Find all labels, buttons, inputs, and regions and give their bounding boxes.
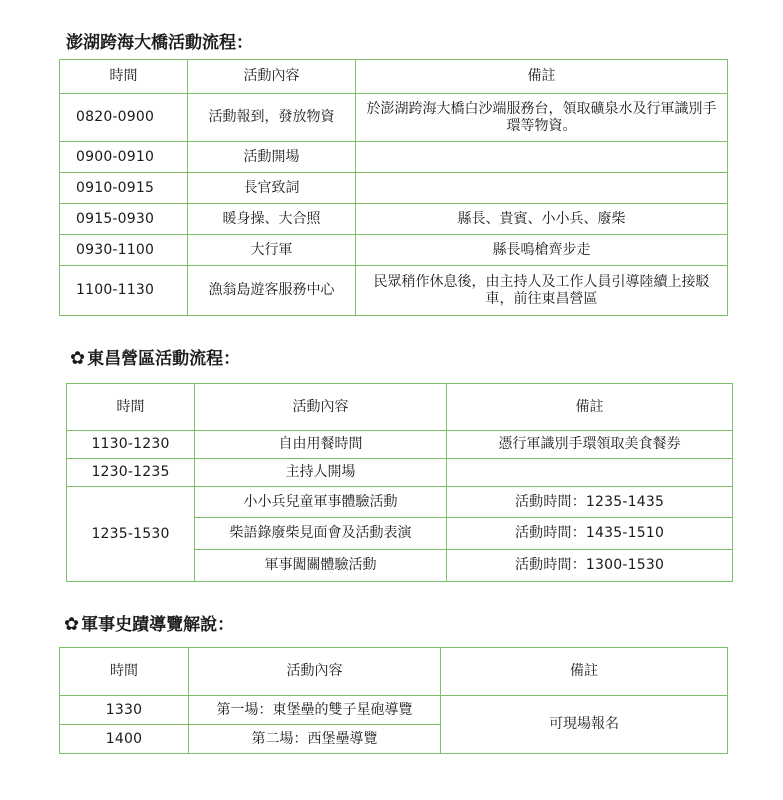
- row-note: 活動時間：1435-1510: [447, 518, 733, 550]
- header-activity: 活動內容: [188, 60, 356, 94]
- row-note: 活動時間：1300-1530: [447, 550, 733, 582]
- table-header-row: [60, 60, 728, 94]
- table-row: [67, 459, 733, 487]
- table-row: [60, 696, 728, 725]
- flower-icon: ✿: [70, 348, 86, 369]
- row-activity: 暖身操、大合照: [188, 204, 356, 235]
- section-title-camp: [70, 349, 240, 369]
- row-activity: 小小兵兒童軍事體驗活動: [195, 487, 447, 518]
- row-time: 0820-0900: [60, 94, 188, 142]
- row-note: [356, 142, 728, 173]
- row-time: 0915-0930: [60, 204, 188, 235]
- section-title-text: 東昌營區活動流程：: [87, 349, 241, 369]
- row-activity: 軍事闖關體驗活動: [195, 550, 447, 582]
- row-note: 於澎湖跨海大橋白沙端服務台，領取礦泉水及行軍識別手環等物資。: [356, 94, 728, 142]
- row-note: 縣長鳴槍齊步走: [356, 235, 728, 266]
- row-activity: 大行軍: [188, 235, 356, 266]
- row-activity: 自由用餐時間: [195, 431, 447, 459]
- row-activity: 第一場：東堡壘的雙子星砲導覽: [189, 696, 441, 725]
- table-header-row: [67, 384, 733, 431]
- row-activity: 柴語錄廢柴見面會及活動表演: [195, 518, 447, 550]
- row-time: 1230-1235: [67, 459, 195, 487]
- camp-schedule-table: [66, 383, 733, 582]
- table-row: [67, 431, 733, 459]
- row-time: 1100-1130: [60, 266, 188, 316]
- section-title-tour: [64, 615, 234, 635]
- section-title-text: 軍事史蹟導覽解說：: [81, 615, 235, 635]
- header-notes: 備註: [356, 60, 728, 94]
- section-title-bridge: [66, 33, 253, 53]
- header-time: 時間: [67, 384, 195, 431]
- tour-schedule-table: [59, 647, 728, 754]
- header-activity: 活動內容: [195, 384, 447, 431]
- row-activity: 長官致詞: [188, 173, 356, 204]
- table-header-row: [60, 648, 728, 696]
- table-row: [60, 266, 728, 316]
- row-activity: 漁翁島遊客服務中心: [188, 266, 356, 316]
- row-activity: 主持人開場: [195, 459, 447, 487]
- row-activity: 活動報到，發放物資: [188, 94, 356, 142]
- flower-icon: ✿: [64, 614, 80, 635]
- header-notes: 備註: [441, 648, 728, 696]
- header-activity: 活動內容: [189, 648, 441, 696]
- section-title-text: 澎湖跨海大橋活動流程：: [66, 33, 253, 53]
- row-time: 1235-1530: [67, 487, 195, 582]
- table-row: [67, 487, 733, 518]
- row-note: 民眾稍作休息後，由主持人及工作人員引導陸續上接駁車，前往東昌營區: [356, 266, 728, 316]
- table-row: [60, 204, 728, 235]
- table-row: [60, 173, 728, 204]
- row-note: 可現場報名: [441, 696, 728, 754]
- table-row: [60, 235, 728, 266]
- row-time: 0930-1100: [60, 235, 188, 266]
- row-activity: 第二場：西堡壘導覽: [189, 725, 441, 754]
- row-note: [356, 173, 728, 204]
- table-row: [60, 142, 728, 173]
- bridge-schedule-table: [59, 59, 728, 316]
- row-note: 憑行軍識別手環領取美食餐券: [447, 431, 733, 459]
- row-note: [447, 459, 733, 487]
- row-time: 1400: [60, 725, 189, 754]
- header-time: 時間: [60, 60, 188, 94]
- row-time: 0910-0915: [60, 173, 188, 204]
- row-note: 活動時間：1235-1435: [447, 487, 733, 518]
- header-notes: 備註: [447, 384, 733, 431]
- table-row: [60, 94, 728, 142]
- header-time: 時間: [60, 648, 189, 696]
- row-time: 0900-0910: [60, 142, 188, 173]
- row-time: 1330: [60, 696, 189, 725]
- row-activity: 活動開場: [188, 142, 356, 173]
- row-time: 1130-1230: [67, 431, 195, 459]
- row-note: 縣長、貴賓、小小兵、廢柴: [356, 204, 728, 235]
